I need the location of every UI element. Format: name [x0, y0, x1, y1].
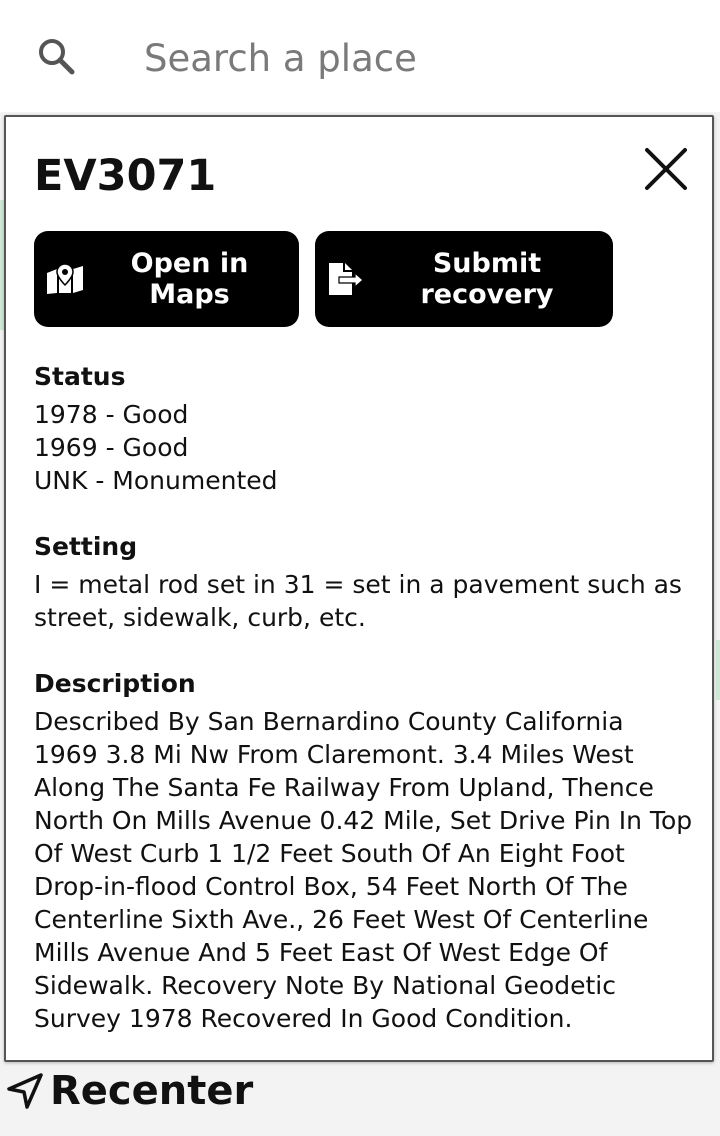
status-entry: 1978 - Good	[34, 400, 189, 429]
file-export-icon	[327, 262, 365, 296]
setting-heading: Setting	[34, 532, 138, 561]
search-icon[interactable]	[36, 36, 76, 76]
status-heading: Status	[34, 362, 126, 391]
submit-recovery-button[interactable]	[315, 231, 613, 327]
recenter-label: Recenter	[50, 1068, 254, 1114]
recenter-button[interactable]	[6, 1066, 253, 1116]
status-list	[34, 398, 694, 497]
open-in-maps-label: Open in Maps	[130, 248, 249, 310]
map-marker-icon	[46, 263, 84, 295]
open-in-maps-button[interactable]	[34, 231, 299, 327]
status-entry: 1969 - Good	[34, 433, 189, 462]
navigation-arrow-icon	[6, 1072, 44, 1110]
status-entry: UNK - Monumented	[34, 466, 278, 495]
search-input[interactable]	[144, 30, 684, 86]
benchmark-info-card	[4, 115, 714, 1062]
description-text: Described By San Bernardino County California 1969 3.8 Mi Nw From Claremont. 3.4 Miles West Along The Santa Fe Railway From Upland, Thence North On Mills Avenue 0.42 Mile, Set Drive Pin In Top Of West Curb 1 1/2 Feet South Of An Eight Foot Drop-in-flood Control Box, 54 Feet North Of The Centerline Sixth Ave., 26 Feet West Of Centerline Mills Avenue And 5 Feet East Of West Edge Of Sidewalk. Recovery Note By National Geodetic Survey 1978 Recovered In Good Condition.	[34, 707, 693, 1033]
search-bar	[0, 0, 720, 112]
submit-recovery-label: Submit recovery	[420, 248, 554, 310]
description-heading: Description	[34, 669, 196, 698]
setting-text: I = metal rod set in 31 = set in a pavement such as street, sidewalk, curb, etc.	[34, 570, 682, 632]
card-title: EV3071	[34, 151, 217, 201]
close-icon	[642, 145, 690, 193]
close-button[interactable]	[642, 145, 690, 193]
map-feature	[716, 640, 720, 700]
